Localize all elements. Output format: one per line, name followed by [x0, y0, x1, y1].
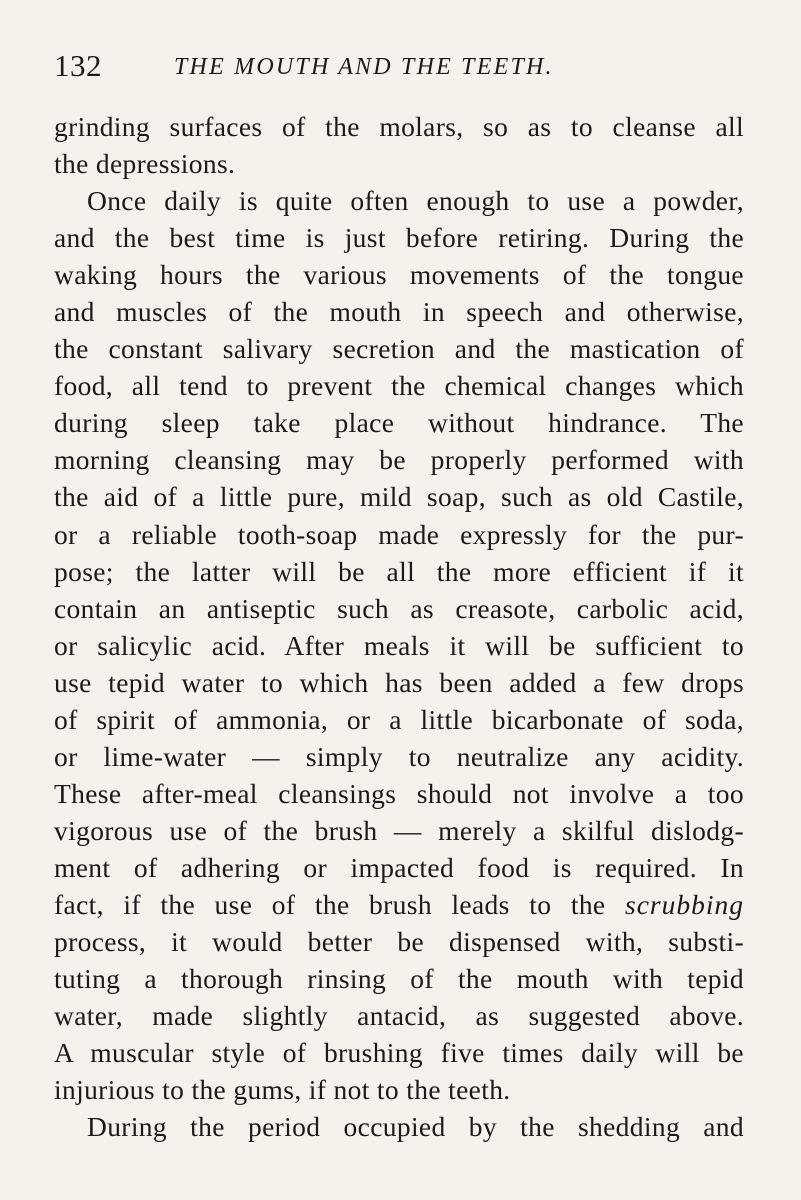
- text-line: or salicylic acid. After meals it will be sufficient to: [54, 629, 744, 661]
- text-line: water, made slightly antacid, as suggested above.: [54, 1000, 744, 1032]
- text-line: and the best time is just before retiring. During the: [54, 222, 744, 254]
- text-line: process, it would better be dispensed with, substi-: [54, 926, 744, 958]
- paragraph-start-line: Once daily is quite often enough to use a powder,: [87, 185, 744, 217]
- running-title: THE MOUTH AND THE TEETH.: [174, 54, 554, 80]
- running-head: [54, 46, 744, 86]
- text-line: injurious to the gums, if not to the teeth.: [54, 1074, 511, 1106]
- text-line: of spirit of ammonia, or a little bicarbonate of soda,: [54, 703, 744, 735]
- text-line: ment of adhering or impacted food is required. In: [54, 851, 744, 883]
- text-line: contain an antiseptic such as creasote, carbolic acid,: [54, 592, 744, 624]
- text-line: food, all tend to prevent the chemical changes which: [54, 370, 744, 402]
- body-text: [54, 108, 744, 1145]
- text-line: These after-meal cleansings should not involve a too: [54, 777, 744, 809]
- text-line: the depressions.: [54, 148, 236, 180]
- italic-word: scrubbing: [625, 888, 744, 920]
- page-number: 132: [54, 48, 102, 83]
- text-line-with-italic: [54, 886, 744, 923]
- text-line: vigorous use of the brush — merely a skilful dislodg-: [54, 814, 744, 846]
- text-line: during sleep take place without hindrance. The: [54, 407, 744, 439]
- text-line: waking hours the various movements of the tongue: [54, 259, 744, 291]
- text-line: the constant salivary secretion and the mastication of: [54, 333, 744, 365]
- text-line: tuting a thorough rinsing of the mouth with tepid: [54, 963, 744, 995]
- text-line: grinding surfaces of the molars, so as to cleanse all: [54, 111, 744, 142]
- text-line: and muscles of the mouth in speech and otherwise,: [54, 296, 744, 328]
- text-line: A muscular style of brushing five times daily will be: [54, 1037, 744, 1069]
- text-line: or a reliable tooth-soap made expressly for the pur-: [54, 518, 744, 550]
- text-line: use tepid water to which has been added a few drops: [54, 666, 744, 698]
- text-line: pose; the latter will be all the more efficient if it: [54, 555, 744, 587]
- text-line: morning cleansing may be properly performed with: [54, 444, 744, 476]
- text-line: or lime-water — simply to neutralize any acidity.: [54, 740, 744, 772]
- text-line: the aid of a little pure, mild soap, such as old Castile,: [54, 481, 744, 513]
- line-text: fact, if the use of the brush leads to the: [54, 888, 625, 920]
- paragraph-start-line: During the period occupied by the shedding and: [87, 1111, 744, 1143]
